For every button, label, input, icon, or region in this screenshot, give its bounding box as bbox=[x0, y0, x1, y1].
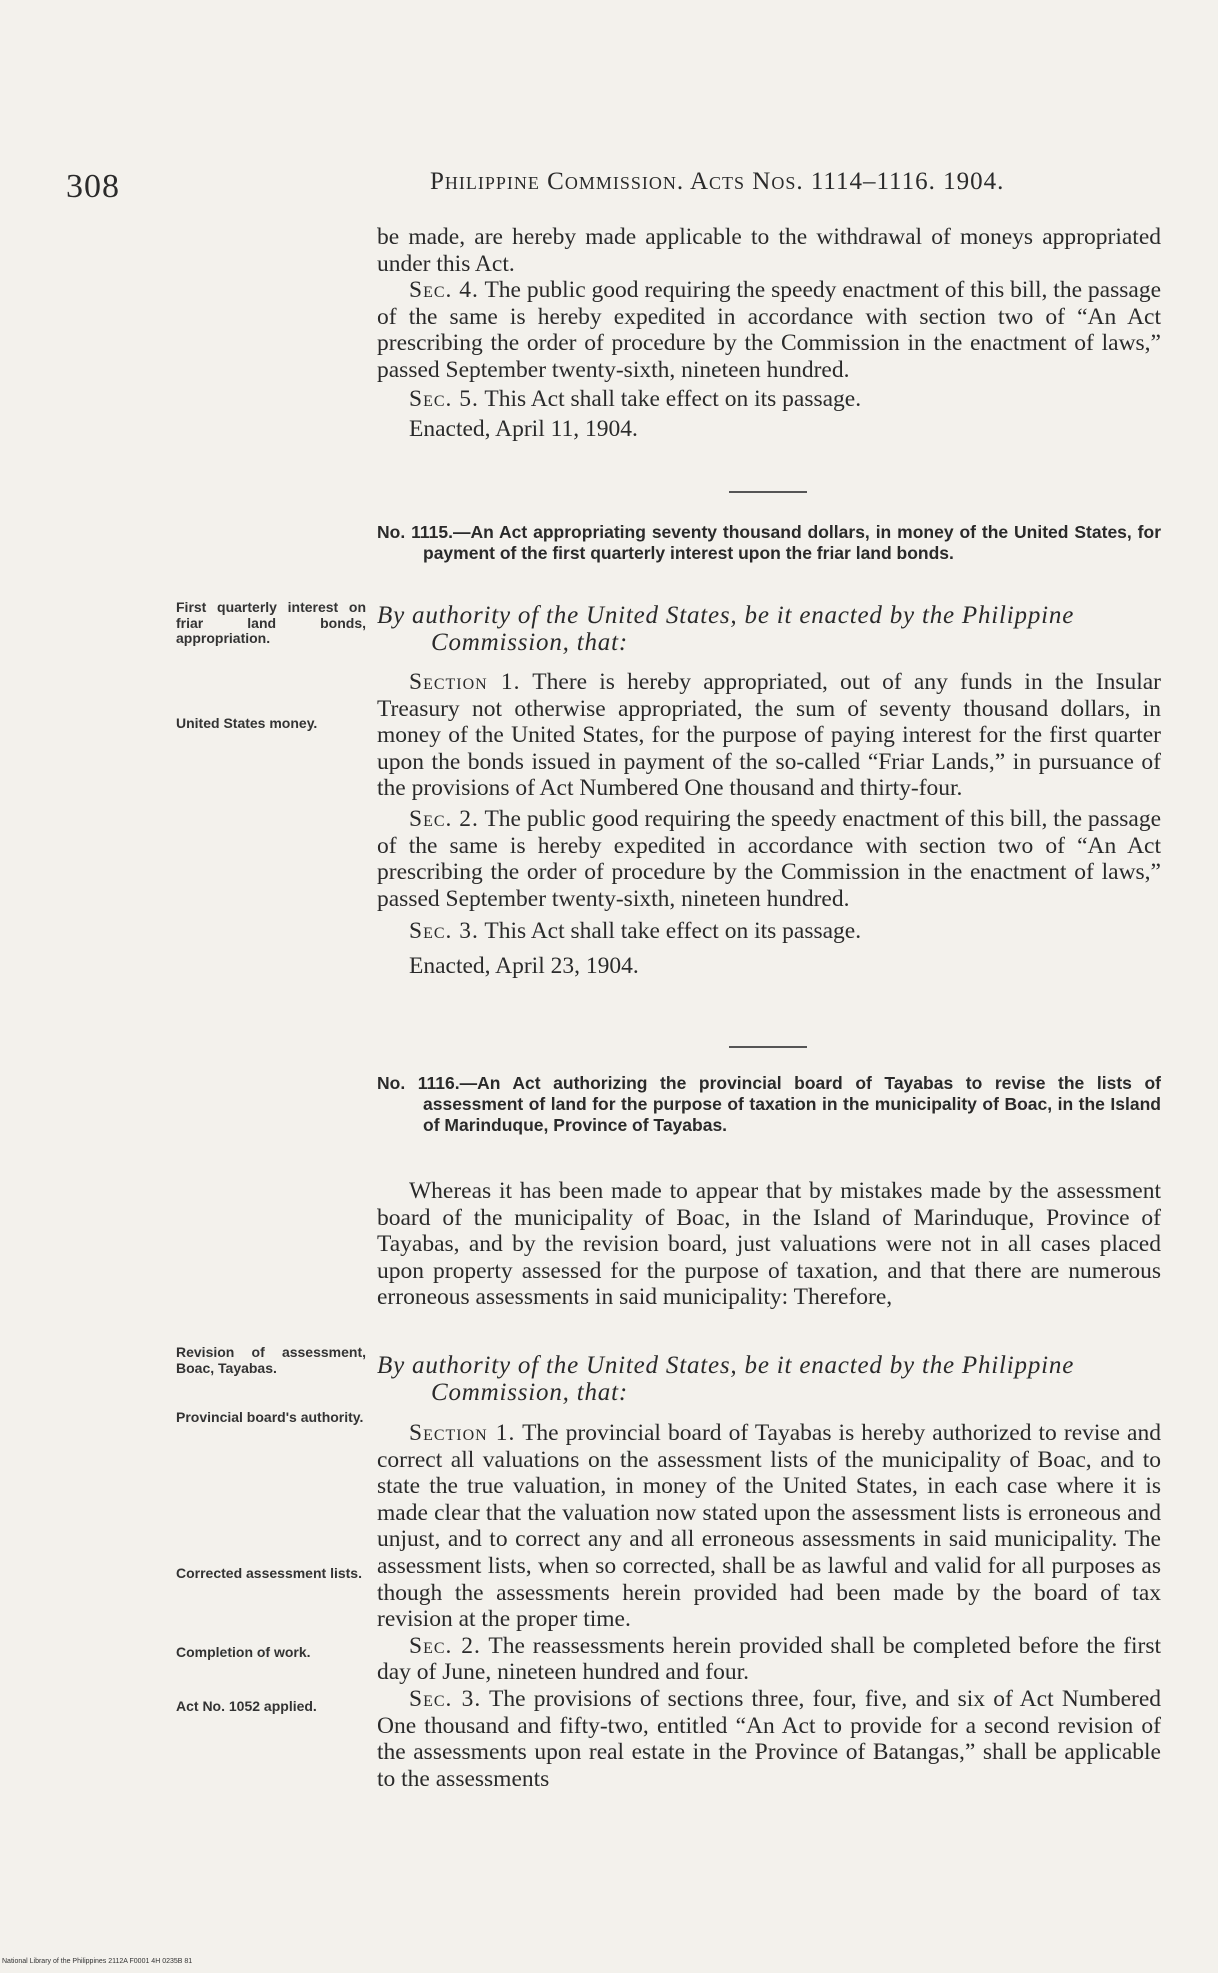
sidenote-us-money: United States money. bbox=[176, 715, 318, 731]
paragraph bbox=[377, 669, 1161, 802]
act-1115-body bbox=[377, 669, 1161, 980]
paragraph bbox=[377, 1420, 1161, 1633]
paragraph bbox=[377, 1633, 1161, 1686]
section-lead: Sec. 2. bbox=[409, 805, 479, 832]
paragraph: be made, are hereby made applicable to the withdrawal of moneys appropriated under this Act. bbox=[377, 224, 1161, 277]
sidenote-revision: Revision of assessment, Boac, Tayabas. bbox=[176, 1344, 366, 1376]
page-number: 308 bbox=[66, 168, 120, 205]
sidenote-corrected-lists: Corrected assessment lists. bbox=[176, 1565, 362, 1581]
sidenote-board-authority: Provincial board's authority. bbox=[176, 1409, 364, 1425]
act-1116-whereas bbox=[377, 1178, 1161, 1311]
act-1115-title: No. 1115.—An Act appropriating seventy thousand dollars, in money of the United States, for payment of the first quarterly interest upon the friar land bonds. bbox=[377, 522, 1161, 564]
section-lead: Sec. 5. bbox=[409, 385, 479, 412]
section-text: The provincial board of Tayabas is hereby authorized to revise and correct all valuations on the assessment lists of the municipality of Boac, and to state the true valuation, in money of the United States, in each case where it is made clear that the valuation now stated upon the assessment lists is erroneous and unjust, and to correct any and all erroneous assessments in said municipality. The assessment lists, when so corrected, shall be as lawful and valid for all purposes as though the assessments herein provided had been made by the board of tax revision at the proper time. bbox=[377, 1420, 1161, 1633]
section-text: The provisions of sections three, four, five, and six of Act Numbered One thousand and fifty-two, entitled “An Act to provide for a second revision of the assessments upon real estate in the Province of Batangas,” shall be applicable to the assessments bbox=[377, 1685, 1161, 1792]
act-1116-authority: By authority of the United States, be it enacted by the Philippine Commission, that: bbox=[377, 1352, 1075, 1406]
section-lead: Sec. 2. bbox=[409, 1632, 481, 1659]
divider bbox=[729, 1046, 807, 1048]
whereas-clause: Whereas it has been made to appear that by mistakes made by the assessment board of the municipality of Boac, in the Island of Marinduque, Province of Tayabas, and by the revision board, just valuations were not in all cases placed upon property assessed for the purpose of taxation, and that there are numerous erroneous assessments in said municipality: Therefore, bbox=[377, 1178, 1161, 1311]
sidenote-act-1052: Act No. 1052 applied. bbox=[176, 1698, 317, 1714]
section-lead: Section 1. bbox=[409, 669, 521, 695]
divider bbox=[729, 491, 807, 493]
sidenote-friar-bonds: First quarterly interest on friar land bonds, appropriation. bbox=[176, 599, 366, 646]
section-text: This Act shall take effect on its passage. bbox=[484, 385, 862, 412]
section-text: The public good requiring the speedy enactment of this bill, the passage of the same is hereby expedited in accordance with section two of “An Act prescribing the order of procedure by the Commission in the enactment of laws,” passed September twenty-sixth, nineteen hundred. bbox=[377, 805, 1161, 912]
section-lead: Sec. 3. bbox=[409, 918, 479, 945]
section-text: The public good requiring the speedy enactment of this bill, the passage of the same is hereby expedited in accordance with section two of “An Act prescribing the order of procedure by the Commission in the enactment of laws,” passed September twenty-sixth, nineteen hundred. bbox=[377, 277, 1161, 383]
sidenote-completion: Completion of work. bbox=[176, 1644, 311, 1660]
running-head: Philippine Commission. Acts Nos. 1114–1116. 1904. bbox=[430, 168, 1005, 195]
paragraph bbox=[377, 806, 1161, 912]
section-text: There is hereby appropriated, out of any funds in the Insular Treasury not otherwise appropriated, the sum of seventy thousand dollars, in money of the United States, for the purpose of paying interest for the first quarter upon the bonds issued in payment of the so-called “Friar Lands,” in pursuance of the provisions of Act Numbered One thousand and thirty-four. bbox=[377, 669, 1162, 802]
section-text: This Act shall take effect on its passage. bbox=[484, 918, 862, 945]
section-lead: Section 1. bbox=[409, 1420, 516, 1446]
section-lead: Sec. 4. bbox=[409, 277, 479, 304]
act-1115-authority: By authority of the United States, be it enacted by the Philippine Commission, that: bbox=[377, 602, 1075, 656]
act-1116-body bbox=[377, 1420, 1161, 1792]
section-text: The reassessments herein provided shall be completed before the first day of June, nineteen hundred and four. bbox=[377, 1632, 1162, 1686]
enacted-date: Enacted, April 23, 1904. bbox=[409, 952, 639, 979]
paragraph bbox=[377, 918, 1161, 945]
act-1114-tail bbox=[377, 224, 1161, 443]
paragraph bbox=[377, 277, 1161, 383]
scan-footer: National Library of the Philippines 2112A F0001 4H 0235B 81 bbox=[2, 1958, 193, 1965]
act-1116-title: No. 1116.—An Act authorizing the provincial board of Tayabas to revise the lists of assessment of land for the purpose of taxation in the municipality of Boac, in the Island of Marinduque, Province of Tayabas. bbox=[377, 1073, 1161, 1136]
paragraph bbox=[377, 386, 1161, 413]
paragraph bbox=[377, 1686, 1161, 1792]
enacted-date: Enacted, April 11, 1904. bbox=[409, 416, 638, 443]
section-lead: Sec. 3. bbox=[409, 1685, 482, 1712]
